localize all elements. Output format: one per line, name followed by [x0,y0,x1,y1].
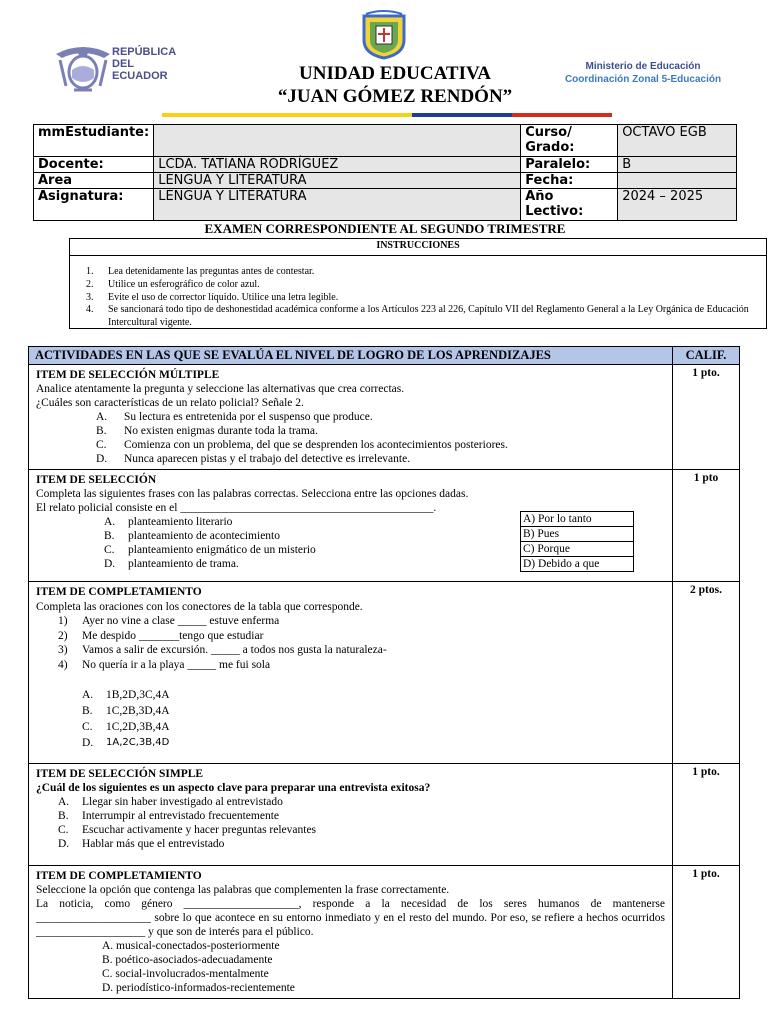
q1-type: ITEM DE SELECCIÓN MÚLTIPLE [36,369,220,381]
q5-option-d[interactable]: D. periodístico-informados-recientemente [102,982,295,994]
calif-header: CALIF. [673,347,740,365]
q5-points: 1 pto. [673,866,740,999]
subject-label: Asignatura: [34,189,154,221]
q2-instruction: Completa las siguientes frases con las palabras correctas. Selecciona entre las opciones dadas. [36,488,469,500]
teacher-field[interactable]: LCDA. TATIANA RODRÍGUEZ [154,157,521,173]
q5-option-b[interactable]: B. poético-asociados-adecuadamente [102,954,273,966]
exam-title: EXAMEN CORRESPONDIENTE AL SEGUNDO TRIMESTRE [204,221,566,236]
q3-option-b[interactable]: B. 1C,2B,3D,4A [82,704,170,717]
connectors-table [520,511,634,572]
area-field[interactable]: LENGUA Y LITERATURA [154,173,521,189]
q2-option-b[interactable]: B. planteamiento de acontecimiento [104,530,280,542]
ecuador-line2: DEL ECUADOR [112,58,168,82]
parallel-label: Paralelo: [521,157,618,173]
question-row-5 [29,866,740,999]
title-line1: UNIDAD EDUCATIVA [299,63,491,84]
instructions-divider [70,255,766,256]
connector-a: A) Por lo tanto [521,512,634,527]
q3-option-d[interactable]: D. 1A,2C,3B,4D [82,736,170,749]
q1-points: 1 pto. [673,365,740,470]
q5-instruction: Seleccione la opción que contenga las palabras que complementen la frase correctamente. [36,884,450,896]
q5-type: ITEM DE COMPLETAMIENTO [36,870,202,882]
year-label: Año Lectivo: [521,189,618,221]
q3-sentence-4: 4) No quería ir a la playa _____ me fui sola [58,658,271,671]
q2-option-c[interactable]: C. planteamiento enigmático de un misterio [104,544,316,556]
student-field[interactable] [154,125,521,157]
ministry-line2: Coordinación Zonal 5-Educación [564,74,722,85]
connector-b: B) Pues [521,527,634,542]
ecuador-coat-of-arms-icon [52,40,114,94]
q4-points: 1 pto. [673,764,740,866]
school-crest-icon [360,10,408,60]
question-row-1 [29,365,740,470]
q2-points: 1 pto [673,470,740,582]
q3-sentence-2: 2) Me despido _______tengo que estudiar [58,629,264,642]
ministry-logo [548,60,738,86]
q2-option-a[interactable]: A. planteamiento literario [104,516,233,528]
date-label: Fecha: [521,173,618,189]
student-info-table [33,124,737,221]
flag-red [512,113,612,117]
q5-option-a[interactable]: A. musical-conectados-posteriormente [102,940,280,952]
flag-yellow [162,113,412,117]
q3-sentence-1: 1) Ayer no vine a clase _____ estuve enferma [58,615,280,628]
connector-d: D) Debido a que [521,557,634,572]
ecuador-line1: REPÚBLICA [112,46,177,58]
subject-field[interactable]: LENGUA Y LITERATURA [154,189,521,221]
course-label: Curso/ Grado: [521,125,618,157]
question-row-2 [29,470,740,582]
school-title [200,62,590,108]
instructions-box [69,238,767,329]
instructions-list [86,266,766,330]
q4-option-b[interactable]: B. Interrumpir al entrevistado frecuentemente [58,810,280,822]
instruction-item: 4. Se sancionará todo tipo de deshonestidad académica conforme a los Artículos 223 al 226, Capítulo VII del Reglamento General a la Ley Orgánica de Educación Intercultural vigente. [86,304,749,329]
year-field[interactable]: 2024 – 2025 [618,189,737,221]
question-row-4 [29,764,740,866]
activities-header: ACTIVIDADES EN LAS QUE SE EVALÚA EL NIVEL DE LOGRO DE LOS APRENDIZAJES [29,347,673,365]
instruction-item: 3. Evite el uso de corrector líquido. Utilice una letra legible. [86,291,339,303]
instructions-title: INSTRUCCIONES [376,240,460,251]
teacher-label: Docente: [34,157,154,173]
q5-option-c[interactable]: C. social-involucrados-mentalmente [102,968,269,980]
q4-question: ¿Cuál de los siguientes es un aspecto clave para preparar una entrevista exitosa? [36,782,431,794]
connector-c: C) Porque [521,542,634,557]
q1-option-c[interactable]: C. Comienza con un problema, del que se desprenden los acontecimientos posteriores. [96,439,508,451]
ministry-line1: Ministerio de Educación [585,61,701,72]
flag-blue [412,113,512,117]
q3-option-a[interactable]: A. 1B,2D,3C,4A [82,688,170,701]
q2-option-d[interactable]: D. planteamiento de trama. [104,558,239,570]
q1-option-d[interactable]: D. Nunca aparecen pistas y el trabajo del detective es irrelevante. [96,453,411,465]
q3-option-c[interactable]: C. 1C,2D,3B,4A [82,720,170,733]
date-field[interactable] [618,173,737,189]
q2-question: El relato policial consiste en el ____________________________________________. [36,502,437,514]
q4-option-d[interactable]: D. Hablar más que el entrevistado [58,838,225,850]
q1-instruction: Analice atentamente la pregunta y seleccione las alternativas que crea correctas. [36,383,405,395]
q4-type: ITEM DE SELECCIÓN SIMPLE [36,768,204,780]
student-label: mmEstudiante: [34,125,154,157]
q1-question: ¿Cuáles son características de un relato policial? Señale 2. [36,397,304,409]
activities-table [28,346,740,999]
q4-option-c[interactable]: C. Escuchar activamente y hacer preguntas relevantes [58,824,317,836]
course-field[interactable]: OCTAVO EGB [618,125,737,157]
instruction-item: 1. Lea detenidamente las preguntas antes de contestar. [86,266,315,277]
q5-paragraph: La noticia, como género ____________________, responde a la necesidad de los seres humanos de mantenerse ____________________ sobre lo que acontece en su entorno inmediato y en el resto del mundo. Por eso, se refiere a hechos ocurridos ___________________ y que son de interés para el público. [36,898,665,938]
q3-instruction: Completa las oraciones con los conectores de la tabla que corresponde. [36,600,363,613]
flag-color-bar [162,113,612,117]
q2-type: ITEM DE SELECCIÓN [36,474,157,486]
title-line2: “JUAN GÓMEZ RENDÓN” [277,86,513,107]
area-label: Area [34,173,154,189]
q1-option-b[interactable]: B. No existen enigmas durante toda la trama. [96,425,318,437]
instruction-item: 2. Utilice un esferográfico de color azul. [86,278,260,290]
q3-type: ITEM DE COMPLETAMIENTO [36,586,202,598]
parallel-field[interactable]: B [618,157,737,173]
q3-points: 2 ptos. [673,582,740,764]
q1-option-a[interactable]: A. Su lectura es entretenida por el suspenso que produce. [96,411,373,423]
question-row-3 [29,582,740,764]
republica-ecuador-logo [52,40,192,96]
q3-sentence-3: 3) Vamos a salir de excursión. _____ a todos nos gusta la naturaleza- [58,644,387,657]
q4-option-a[interactable]: A. Llegar sin haber investigado al entrevistado [58,796,283,808]
